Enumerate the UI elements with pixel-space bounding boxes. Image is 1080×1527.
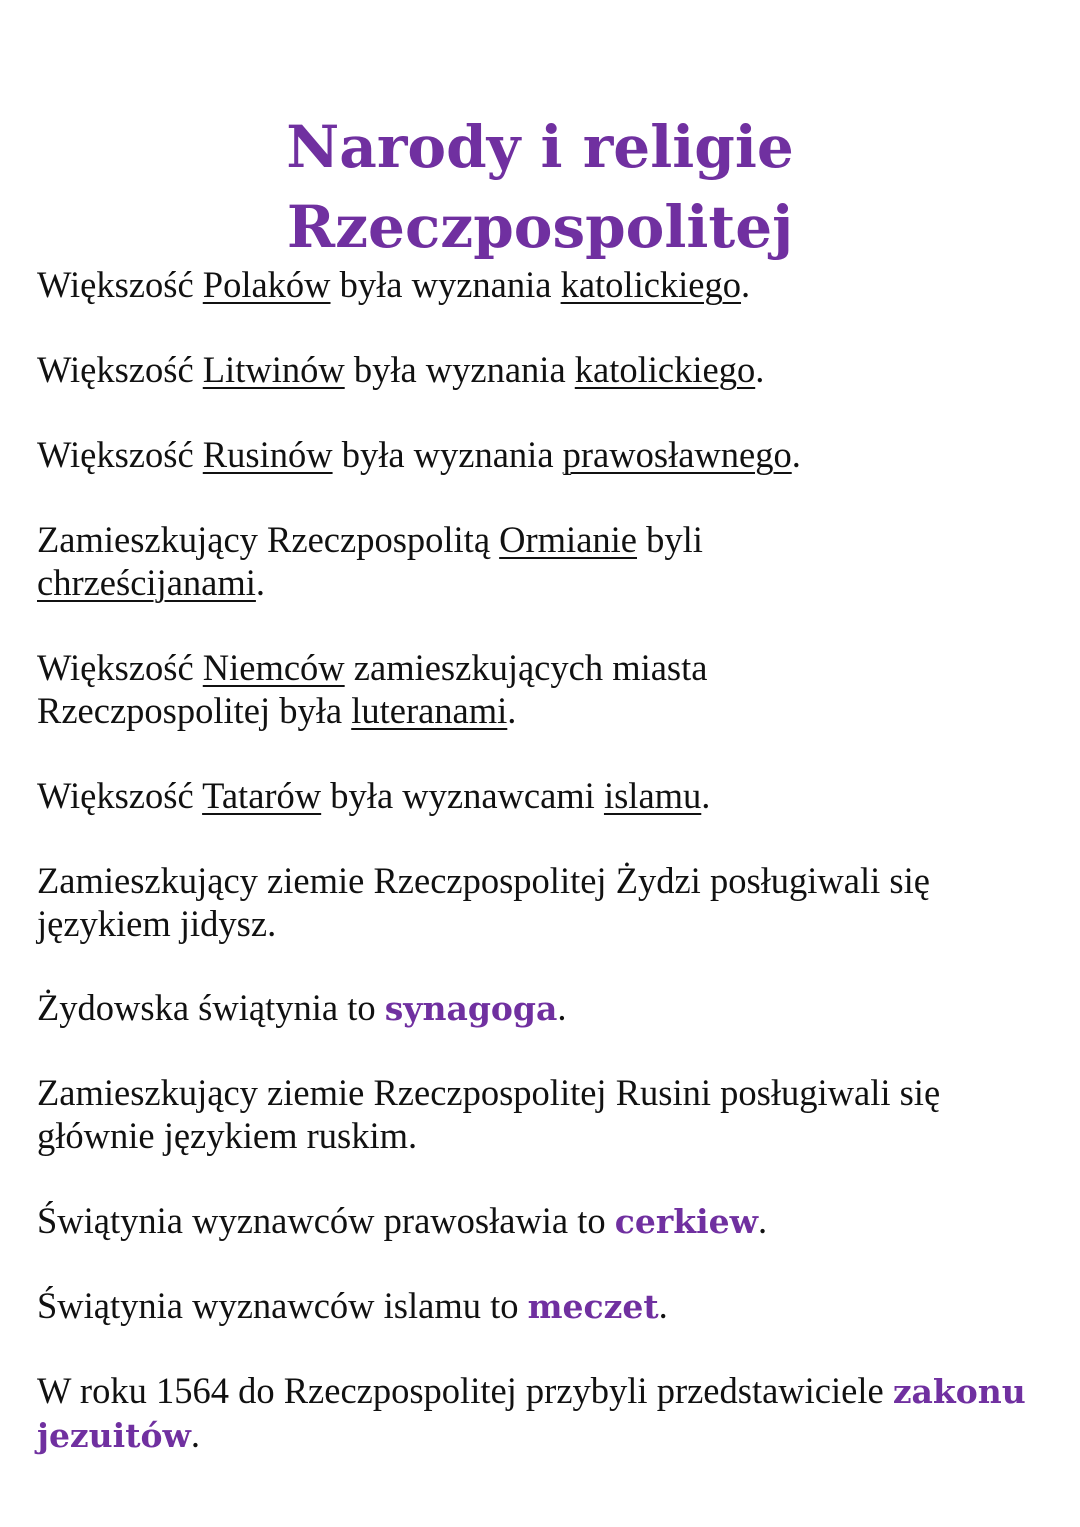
paragraph-orthodox-church xyxy=(37,1199,1047,1243)
underlined-nation: Tatarów xyxy=(202,775,322,816)
text: . xyxy=(507,690,517,731)
text: . xyxy=(755,349,765,390)
text: . xyxy=(658,1285,668,1326)
underlined-religion: islamu xyxy=(603,775,702,816)
text: zamieszkujących miasta Rzeczpospolitej była xyxy=(37,647,708,731)
text: Zamieszkujący Rzeczpospolitą xyxy=(37,519,500,560)
text: Większość xyxy=(37,434,203,475)
text: była wyznania xyxy=(332,434,563,475)
page-title xyxy=(0,107,1080,267)
underlined-religion: chrześcijanami xyxy=(37,562,256,603)
text: Świątynia wyznawców prawosławia to xyxy=(37,1200,615,1241)
text: była wyznania xyxy=(344,349,575,390)
text: byli xyxy=(637,519,703,560)
paragraph-synagogue xyxy=(37,986,1047,1030)
underlined-nation: Polaków xyxy=(202,264,331,305)
paragraph-poles xyxy=(37,263,1047,306)
text: Zamieszkujący ziemie Rzeczpospolitej Rusini posługiwali się głównie językiem ruskim. xyxy=(37,1072,941,1156)
text: . xyxy=(190,1414,200,1455)
text: . xyxy=(255,562,266,603)
underlined-nation: Rusinów xyxy=(202,434,333,475)
text: . xyxy=(557,987,567,1028)
text: . xyxy=(758,1200,768,1241)
underlined-nation: Litwinów xyxy=(202,349,345,390)
text: W roku 1564 do Rzeczpospolitej przybyli przedstawiciele xyxy=(37,1370,893,1411)
paragraph-armenians xyxy=(37,518,837,604)
paragraph-ruthenians xyxy=(37,433,1047,476)
text: Większość xyxy=(37,349,203,390)
text: Większość xyxy=(37,647,203,688)
highlighted-term: meczet xyxy=(527,1287,659,1326)
paragraph-mosque xyxy=(37,1284,1047,1328)
underlined-nation: Ormianie xyxy=(499,519,637,560)
text: . xyxy=(791,434,801,475)
text: była wyznania xyxy=(330,264,561,305)
underlined-religion: prawosławnego xyxy=(562,434,792,475)
text: . xyxy=(701,775,711,816)
title-line-2: Rzeczpospolitej xyxy=(286,192,794,261)
title-line-1: Narody i religie xyxy=(286,112,794,181)
text: . xyxy=(741,264,751,305)
text: Większość xyxy=(37,775,203,816)
highlighted-term: zakonu jezuitów xyxy=(37,1372,1026,1455)
underlined-nation: Niemców xyxy=(202,647,345,688)
text: Świątynia wyznawców islamu to xyxy=(37,1285,528,1326)
paragraph-jews-language xyxy=(37,859,1047,945)
highlighted-term: synagoga xyxy=(384,989,558,1028)
paragraph-germans xyxy=(37,646,857,732)
underlined-religion: katolickiego xyxy=(574,349,756,390)
paragraph-ruthenians-language xyxy=(37,1071,1047,1157)
paragraph-lithuanians xyxy=(37,348,1047,391)
text: była wyznawcami xyxy=(321,775,604,816)
highlighted-term: cerkiew xyxy=(614,1202,759,1241)
paragraph-jesuits xyxy=(37,1369,1047,1457)
text: Większość xyxy=(37,264,203,305)
paragraph-tatars xyxy=(37,774,1047,817)
text: Żydowska świątynia to xyxy=(37,987,385,1028)
underlined-religion: katolickiego xyxy=(560,264,742,305)
text: Zamieszkujący ziemie Rzeczpospolitej Żydzi posługiwali się językiem jidysz. xyxy=(37,860,930,944)
underlined-religion: luteranami xyxy=(351,690,508,731)
